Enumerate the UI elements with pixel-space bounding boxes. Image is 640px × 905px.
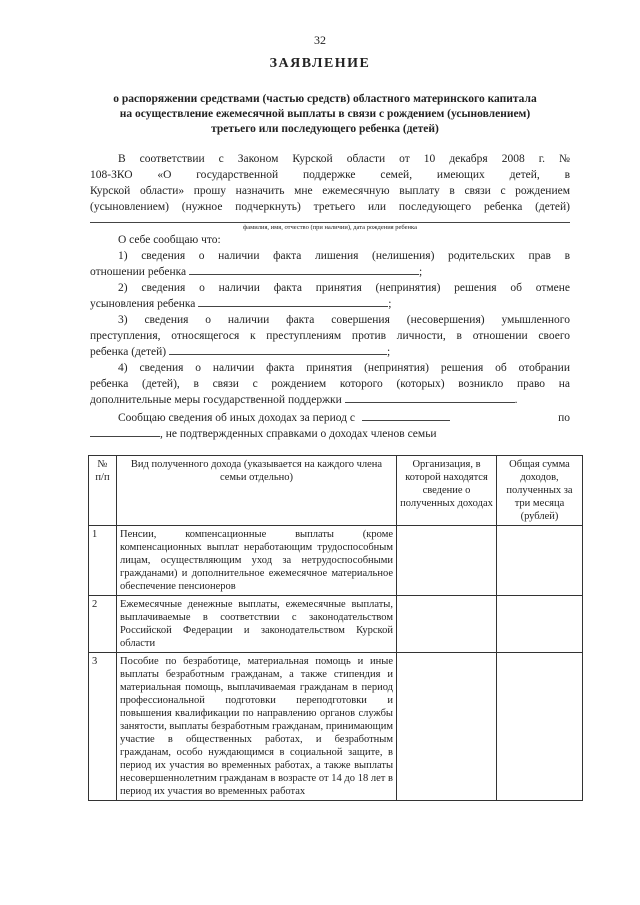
item-4-field[interactable] xyxy=(345,402,515,403)
item-2-field[interactable] xyxy=(198,306,388,307)
intro-line-2: 108-ЗКО «О государственной поддержке семей, имеющих детей, в xyxy=(90,169,570,181)
header-num: № п/п xyxy=(89,456,117,526)
table-row xyxy=(89,653,583,801)
item-3-text: ребенка (детей) xyxy=(90,346,167,358)
table-row xyxy=(89,596,583,653)
document-title: ЗАЯВЛЕНИЕ xyxy=(269,56,371,71)
income-period-to-field[interactable] xyxy=(90,436,160,437)
child-name-caption: фамилия, имя, отчество (при наличии), дата рождения ребенка xyxy=(90,222,570,231)
row-income-type: Пособие по безработице, материальная помощь и иные выплаты безработным гражданам, а также стипендия и материальная помощь, выплачиваемая гражданам в период профессиональной подготовки переподготовки и повышения квалификации по направлению органов службы занятости, выплаты безработным гражданам, принимающим участие в общественных работах, и безработным гражданам, особо нуждающимся в социальной защите, в период их участия во временных работах, а также выплаты несовершеннолетним гражданам в возрасте от 14 до 18 лет в период их участия во временных работах xyxy=(117,653,397,801)
header-total-sum: Общая сумма доходов, полученных за три месяца (рублей) xyxy=(497,456,583,526)
table-row xyxy=(89,526,583,596)
item-3-line-1: 3) сведения о наличии факта совершения (несовершения) умышленного xyxy=(118,314,570,326)
row-income-type: Ежемесячные денежные выплаты, ежемесячные выплаты, выплачиваемые в соответствии с законодательством Российской Федерации и законодательством Курской области xyxy=(117,596,397,653)
item-4-line-1: 4) сведения о наличии факта принятия (непринятия) решения об отобрании xyxy=(118,362,570,374)
income-table xyxy=(88,455,583,801)
row-sum-cell[interactable] xyxy=(497,526,583,596)
subtitle-line: о распоряжении средствами (частью средств) областного материнского капитала xyxy=(113,93,537,105)
row-num: 1 xyxy=(89,526,117,596)
row-organization-cell[interactable] xyxy=(397,526,497,596)
intro-line-4: (усыновлением) (нужное подчеркнуть) третьего или последующего ребенка (детей) xyxy=(90,201,570,213)
header-organization: Организация, в которой находятся сведение о полученных доходах xyxy=(397,456,497,526)
intro-line-1: В соответствии с Законом Курской области от 10 декабря 2008 г. № xyxy=(118,153,570,165)
item-3-line-3 xyxy=(90,345,570,360)
intro-line-3: Курской области» прошу назначить мне ежемесячную выплату в связи с рождением xyxy=(90,185,570,197)
item-4-text: дополнительные меры государственной поддержки xyxy=(90,394,342,406)
item-2-text: усыновления ребенка xyxy=(90,298,196,310)
item-2-line-1: 2) сведения о наличии факта принятия (непринятия) решения об отмене xyxy=(118,282,570,294)
row-num: 3 xyxy=(89,653,117,801)
punctuation: ; xyxy=(388,298,392,310)
punctuation: ; xyxy=(419,266,423,278)
item-1-line-2 xyxy=(90,265,570,280)
header-income-type: Вид полученного дохода (указывается на каждого члена семьи отдельно) xyxy=(117,456,397,526)
punctuation: ; xyxy=(386,346,391,358)
income-text: , не подтвержденных справками о доходах членов семьи xyxy=(160,428,437,440)
item-3-line-2: преступления, относящегося к преступлениям против личности, в отношении своего xyxy=(90,330,570,342)
item-1-field[interactable] xyxy=(189,274,419,275)
item-3-field[interactable] xyxy=(169,354,387,355)
item-1-line-1: 1) сведения о наличии факта лишения (нелишения) родительских прав в xyxy=(118,250,570,262)
subtitle-line: третьего или последующего ребенка (детей) xyxy=(211,123,439,135)
row-sum-cell[interactable] xyxy=(497,596,583,653)
income-line-1 xyxy=(118,411,570,426)
item-2-line-2 xyxy=(90,297,570,312)
row-organization-cell[interactable] xyxy=(397,653,497,801)
item-4-line-2: ребенка (детей), в связи с рождением которого (которых) возникло право на xyxy=(90,378,570,390)
income-period-from-field[interactable] xyxy=(362,420,450,421)
punctuation: . xyxy=(514,394,518,406)
row-organization-cell[interactable] xyxy=(397,596,497,653)
document-subtitle xyxy=(80,92,570,137)
item-1-text: отношении ребенка xyxy=(90,266,187,278)
row-sum-cell[interactable] xyxy=(497,653,583,801)
table-header-row xyxy=(89,456,583,526)
income-text: Сообщаю сведения об иных доходах за период с xyxy=(118,412,355,424)
income-text-to: по xyxy=(558,412,570,424)
page-number: 32 xyxy=(314,33,326,47)
income-line-2 xyxy=(90,427,570,442)
subtitle-line: на осуществление ежемесячной выплаты в связи с рождением (усыновлением) xyxy=(119,108,531,120)
row-num: 2 xyxy=(89,596,117,653)
item-4-line-3 xyxy=(90,393,570,408)
row-income-type: Пенсии, компенсационные выплаты (кроме компенсационных выплат неработающим трудоспособным лицам, осуществляющим уход за нетрудоспособными гражданами) и дополнительное ежемесячное материальное обеспечение пенсионеров xyxy=(117,526,397,596)
about-heading: О себе сообщаю что: xyxy=(118,234,221,246)
